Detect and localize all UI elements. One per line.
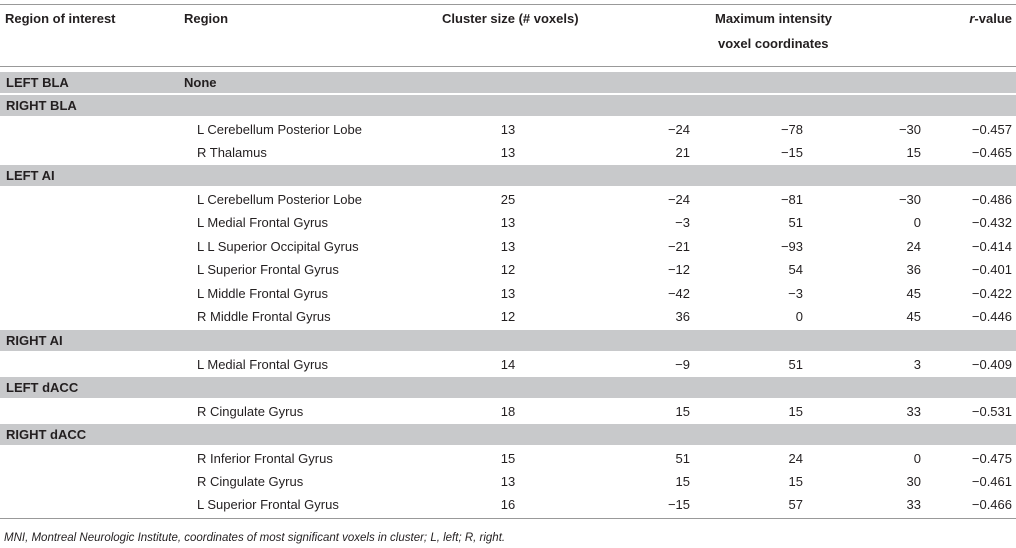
cell-x: 51 (675, 451, 690, 466)
cell-cluster-size: 13 (500, 474, 516, 489)
cell-r-value: −0.486 (971, 192, 1012, 207)
table-row (0, 282, 1016, 305)
cell-x: −15 (667, 497, 690, 512)
cell-r-value: −0.422 (971, 286, 1012, 301)
cell-y: 51 (788, 357, 803, 372)
cell-x: −9 (675, 357, 690, 372)
cell-x: −42 (667, 286, 690, 301)
cell-z: 36 (906, 262, 921, 277)
cell-region: L Middle Frontal Gyrus (197, 286, 329, 301)
section-region: None (184, 75, 217, 90)
cell-y: −93 (780, 239, 803, 254)
cell-cluster-size: 14 (500, 357, 516, 372)
cell-x: −21 (667, 239, 690, 254)
cell-y: 15 (788, 404, 803, 419)
section-band (0, 72, 1016, 93)
cell-z: 15 (906, 145, 921, 160)
section-band (0, 377, 1016, 398)
cell-region: R Cingulate Gyrus (197, 474, 304, 489)
section-band (0, 95, 1016, 116)
cell-cluster-size: 15 (500, 451, 516, 466)
table-row (0, 470, 1016, 493)
cell-r-value: −0.432 (971, 215, 1012, 230)
section-label: RIGHT BLA (6, 98, 77, 113)
cell-cluster-size: 25 (500, 192, 516, 207)
cell-cluster-size: 12 (500, 309, 516, 324)
cell-r-value: −0.465 (971, 145, 1012, 160)
cell-cluster-size: 13 (500, 145, 516, 160)
cell-z: 45 (906, 286, 921, 301)
cell-r-value: −0.446 (971, 309, 1012, 324)
table-row (0, 493, 1016, 516)
cell-y: 54 (788, 262, 803, 277)
table-row (0, 353, 1016, 376)
cell-region: R Thalamus (197, 145, 267, 160)
header-r-suffix: -value (974, 11, 1012, 26)
cell-r-value: −0.414 (971, 239, 1012, 254)
table-top-rule (0, 4, 1016, 5)
section-band (0, 330, 1016, 351)
cell-z: −30 (898, 192, 921, 207)
cell-region: L Superior Frontal Gyrus (197, 497, 339, 512)
cell-r-value: −0.475 (971, 451, 1012, 466)
cell-y: 51 (788, 215, 803, 230)
cell-x: 21 (675, 145, 690, 160)
cell-z: 30 (906, 474, 921, 489)
header-r-value (969, 8, 1012, 30)
header-region: Region (184, 11, 229, 26)
cell-x: −24 (667, 122, 690, 137)
cell-z: −30 (898, 122, 921, 137)
cell-x: −12 (667, 262, 690, 277)
section-band (0, 424, 1016, 445)
cell-region: L Cerebellum Posterior Lobe (197, 192, 362, 207)
cell-y: 24 (788, 451, 803, 466)
cell-cluster-size: 13 (500, 286, 516, 301)
cell-z: 33 (906, 404, 921, 419)
section-label: LEFT dACC (6, 380, 79, 395)
cell-cluster-size: 12 (500, 262, 516, 277)
cell-cluster-size: 13 (500, 122, 516, 137)
table-row (0, 141, 1016, 164)
cell-z: 33 (906, 497, 921, 512)
header-region-of-interest: Region of interest (5, 11, 116, 26)
cell-z: 3 (913, 357, 921, 372)
section-label: LEFT BLA (6, 75, 69, 90)
header-bottom-rule (0, 66, 1016, 67)
cell-y: −81 (780, 192, 803, 207)
table-row (0, 258, 1016, 281)
cell-cluster-size: 13 (500, 239, 516, 254)
table-row (0, 305, 1016, 328)
cell-x: −24 (667, 192, 690, 207)
section-label: RIGHT AI (6, 333, 63, 348)
cell-x: −3 (675, 215, 690, 230)
cell-region: R Middle Frontal Gyrus (197, 309, 331, 324)
table-bottom-rule (0, 518, 1016, 519)
cell-x: 15 (675, 474, 690, 489)
cell-y: −15 (780, 145, 803, 160)
cell-region: L Cerebellum Posterior Lobe (197, 122, 362, 137)
cell-region: R Inferior Frontal Gyrus (197, 451, 333, 466)
cell-y: −3 (788, 286, 803, 301)
header-r-italic: r (969, 11, 975, 26)
section-label: LEFT AI (6, 168, 55, 183)
cell-cluster-size: 16 (500, 497, 516, 512)
cell-region: R Cingulate Gyrus (197, 404, 304, 419)
table-row (0, 211, 1016, 234)
cell-y: 0 (795, 309, 803, 324)
table-row (0, 235, 1016, 258)
header-max-intensity-line1: Maximum intensity (715, 11, 833, 26)
table-footnote: MNI, Montreal Neurologic Institute, coordinates of most significant voxels in cluster; L, left; R, right. (4, 532, 506, 544)
table-row (0, 118, 1016, 141)
cell-r-value: −0.531 (971, 404, 1012, 419)
table-row (0, 400, 1016, 423)
table-row (0, 447, 1016, 470)
cell-r-value: −0.461 (971, 474, 1012, 489)
cell-y: 57 (788, 497, 803, 512)
table-row (0, 188, 1016, 211)
cell-z: 0 (913, 215, 921, 230)
cell-r-value: −0.409 (971, 357, 1012, 372)
header-max-intensity-line2: voxel coordinates (718, 36, 829, 51)
cell-region: L Superior Frontal Gyrus (197, 262, 339, 277)
cell-region: L L Superior Occipital Gyrus (197, 239, 359, 254)
cell-y: −78 (780, 122, 803, 137)
cell-z: 0 (913, 451, 921, 466)
cell-cluster-size: 13 (500, 215, 516, 230)
cell-x: 36 (675, 309, 690, 324)
cell-r-value: −0.401 (971, 262, 1012, 277)
cell-region: L Medial Frontal Gyrus (197, 215, 329, 230)
cell-z: 45 (906, 309, 921, 324)
cell-region: L Medial Frontal Gyrus (197, 357, 329, 372)
section-band (0, 165, 1016, 186)
cell-x: 15 (675, 404, 690, 419)
cell-r-value: −0.466 (971, 497, 1012, 512)
header-cluster-size: Cluster size (# voxels) (442, 11, 579, 26)
section-label: RIGHT dACC (6, 427, 87, 442)
cell-z: 24 (906, 239, 921, 254)
cell-cluster-size: 18 (500, 404, 516, 419)
cell-r-value: −0.457 (971, 122, 1012, 137)
cell-y: 15 (788, 474, 803, 489)
